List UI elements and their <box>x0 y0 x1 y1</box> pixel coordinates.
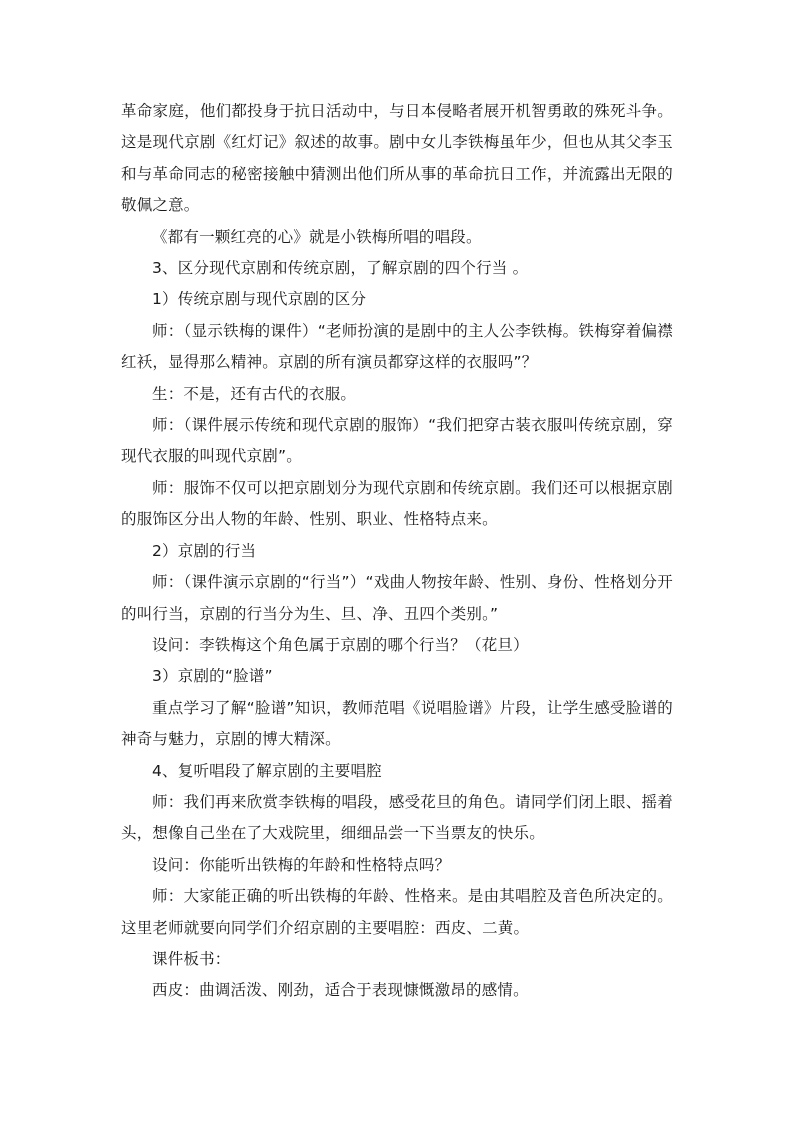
paragraph: 设问：李铁梅这个角色属于京剧的哪个行当？（花旦） <box>152 635 529 654</box>
paragraph: 师：（显示铁梅的课件）“老师扮演的是剧中的主人公李铁梅。铁梅穿着偏襟红袄，显得那么精神。京剧的所有演员都穿这样的衣服吗”？ <box>121 321 673 372</box>
paragraph: 课件板书： <box>152 949 231 968</box>
paragraph: 革命家庭，他们都投身于抗日活动中，与日本侵略者展开机智勇敢的殊死斗争。这是现代京剧《红灯记》叙述的故事。剧中女儿李铁梅虽年少，但也从其父李玉和与革命同志的秘密接触中猜测出他们所从事的革命抗日工作，并流露出无限的敬佩之意。 <box>121 102 673 215</box>
paragraph: 《都有一颗红亮的心》就是小铁梅所唱的唱段。 <box>152 227 482 246</box>
section-heading: 3、区分现代京剧和传统京剧，了解京剧的四个行当 。 <box>152 259 529 278</box>
subsection-heading: 3）京剧的“脸谱” <box>152 667 273 686</box>
subsection-heading: 1）传统京剧与现代京剧的区分 <box>152 290 367 309</box>
paragraph: 设问：你能听出铁梅的年龄和性格特点吗？ <box>152 855 451 874</box>
paragraph: 师：服饰不仅可以把京剧划分为现代京剧和传统京剧。我们还可以根据京剧的服饰区分出人物的年龄、性别、职业、性格特点来。 <box>121 478 673 529</box>
paragraph: 重点学习了解“脸谱”知识，教师范唱《说唱脸谱》片段，让学生感受脸谱的神奇与魅力，京剧的博大精深。 <box>121 698 673 749</box>
paragraph: 生：不是，还有古代的衣服。 <box>152 384 357 403</box>
paragraph: 师：（课件展示传统和现代京剧的服饰）“我们把穿古装衣服叫传统京剧，穿现代衣服的叫现代京剧”。 <box>121 416 673 466</box>
section-heading: 4、复听唱段了解京剧的主要唱腔 <box>152 761 382 780</box>
paragraph: 西皮：曲调活泼、刚劲，适合于表现慷慨激昂的感情。 <box>152 981 529 1000</box>
paragraph: 师：（课件演示京剧的“行当”）“戏曲人物按年龄、性别、身份、性格划分开的叫行当，京剧的行当分为生、旦、净、丑四个类别。” <box>121 573 673 623</box>
document-body <box>121 96 673 1007</box>
paragraph: 师：我们再来欣赏李铁梅的唱段，感受花旦的角色。请同学们闭上眼、摇着头，想像自己坐在了大戏院里，细细品尝一下当票友的快乐。 <box>121 792 673 843</box>
paragraph: 师：大家能正确的听出铁梅的年龄、性格来。是由其唱腔及音色所决定的。这里老师就要向同学们介绍京剧的主要唱腔：西皮、二黄。 <box>121 887 673 937</box>
subsection-heading: 2）京剧的行当 <box>152 541 257 560</box>
